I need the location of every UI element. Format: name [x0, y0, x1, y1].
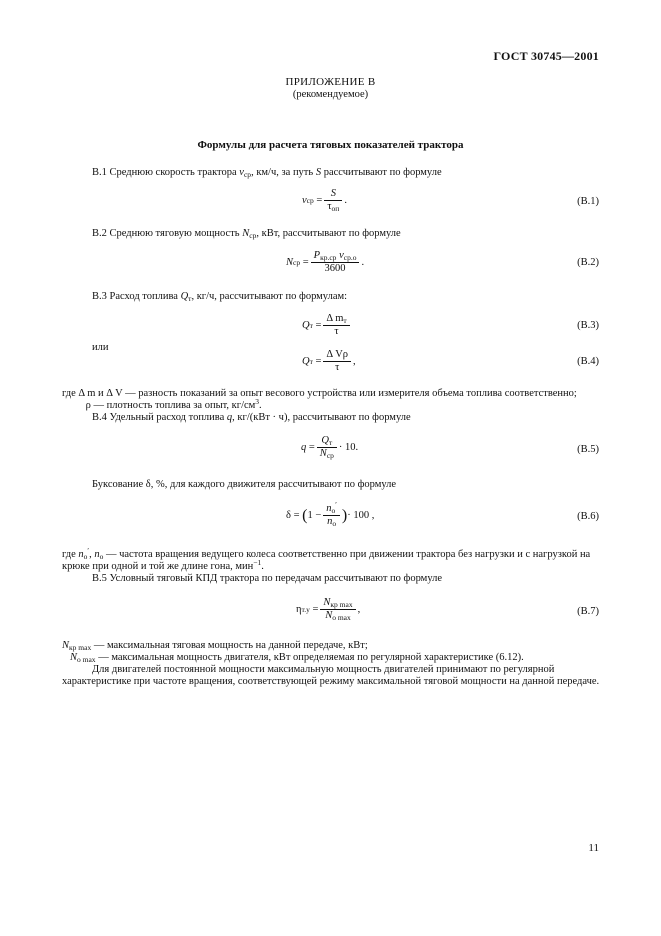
definition-nkr: $N_{кр max}$ — максимальная тяговая мощность на данной передаче, кВт; — [62, 640, 368, 652]
equation-number-b2: (В.2) — [577, 257, 599, 268]
formula-b2: N ср = $\frac{P_{кр.ср} v_{ср.о}}{3600}$ . — [286, 250, 365, 274]
paragraph-b4: В.4 Удельный расход топлива q, кг/(кВт · ч), рассчитывают по формуле — [92, 412, 411, 423]
paragraph-b2: В.2 Среднюю тяговую мощность $N_{ср}$, кВт, рассчитывают по формуле — [92, 228, 401, 240]
equation-number-b1: (В.1) — [577, 196, 599, 207]
section-title: Формулы для расчета тяговых показателей трактора — [197, 139, 464, 151]
formula-b6: δ = ( 1 − $\frac{n_о'}{n_о}$ ) · 100 , — [286, 500, 375, 528]
formula-b7: η т.у = $\frac{N_{кр max}}{N_{о max}}$ , — [296, 597, 361, 622]
formula-b4: Q т = $\frac{\text{Δ Vρ}}{\tau}$ , — [302, 349, 356, 373]
document-id: ГОСТ 30745—2001 — [493, 49, 599, 63]
equation-number-b3: (В.3) — [577, 320, 599, 331]
equation-number-b6: (В.6) — [577, 511, 599, 522]
paragraph-b5: В.5 Условный тяговый КПД трактора по передачам рассчитывают по формуле — [92, 573, 443, 584]
formula-b5: q = $\frac{Q_т}{N_{ср}}$ · 10. — [301, 435, 359, 460]
paragraph-b3: В.3 Расход топлива $Q_т$, кг/ч, рассчитывают по формулам: — [92, 291, 348, 303]
where-slip: где $n_о'$, $n_о$ — частота вращения ведущего колеса соответственно при движении трактора без нагрузки и с нагрузкой на крюке при одной и той же длине гона, мин$^{-1}$. — [62, 546, 591, 572]
or-text: или — [92, 342, 109, 353]
formula-b3: Q т = $\frac{\Delta m_т}{\tau}$ — [302, 313, 352, 338]
formula-b1: v ср = $\frac{S}{\tau_{оп}}$ . — [302, 188, 347, 213]
paragraph-slip: Буксование δ, %, для каждого движителя рассчитывают по формуле — [92, 479, 397, 490]
where-b3: где Δ m и Δ V — разность показаний за опыт весового устройства или измерителя объема топлива соответственно; ρ — плотность топлива за опыт, $кг/см^3$. — [62, 388, 577, 411]
definition-nomax: $N_{о max}$ — максимальная мощность двигателя, кВт определяемая по регулярной характеристике (6.12). — [70, 652, 524, 664]
equation-number-b7: (В.7) — [577, 606, 599, 617]
paragraph-b1: В.1 Среднюю скорость трактора $v_{ср}$, км/ч, за путь S рассчитывают по формуле — [92, 167, 442, 179]
appendix-subtitle: (рекомендуемое) — [292, 89, 369, 100]
equation-number-b4: (В.4) — [577, 356, 599, 367]
page-number: 11 — [588, 842, 599, 854]
equation-number-b5: (В.5) — [577, 444, 599, 455]
appendix-title: ПРИЛОЖЕНИЕ В — [285, 76, 376, 88]
paragraph-final: Для двигателей постоянной мощности максимальную мощность двигателей принимают по регулярной характеристике при частоте вращения, соответствующей режиму максимальной тяговой мощности на данной передаче. — [62, 664, 600, 687]
